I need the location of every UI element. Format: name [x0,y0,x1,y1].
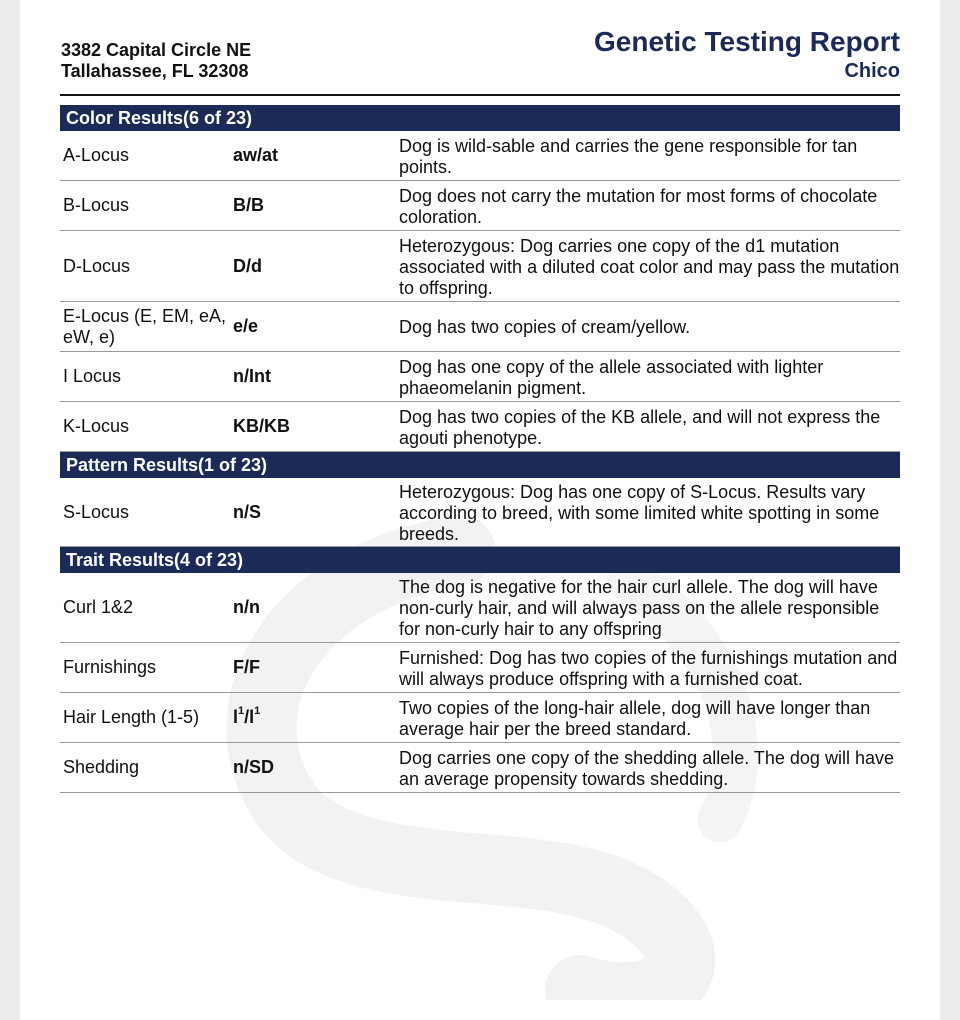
table-row [60,402,900,452]
locus-name: D-Locus [63,255,131,276]
lab-address [61,40,251,82]
genotype: aw/at [233,145,279,165]
result-description: Two copies of the long-hair allele, dog will have longer than average hair per the breed standard. [399,697,871,739]
locus-name: S-Locus [63,501,130,522]
table-row [60,693,900,743]
address-line-2: Tallahassee, FL 32308 [61,61,249,81]
section-header-pattern: Pattern Results(1 of 23) [60,452,900,478]
genotype: e/e [233,316,259,336]
title-block [594,26,900,83]
table-row [60,478,900,547]
locus-name: Shedding [63,757,140,777]
result-description: Dog has one copy of the allele associated with lighter phaeomelanin pigment. [399,356,824,398]
genotype: F/F [233,657,260,677]
locus-name: K-Locus [63,416,130,436]
table-row [60,743,900,793]
dog-name: Chico [844,60,900,82]
genotype: n/SD [233,757,275,777]
results-content [60,105,900,793]
allele-separator: / [244,707,250,727]
result-description: Dog has two copies of the KB allele, and will not express the agouti phenotype. [399,406,881,448]
report-page [20,0,940,1020]
locus-name: A-Locus [63,145,130,165]
result-description: Dog has two copies of cream/yellow. [399,317,691,337]
section-header-trait: Trait Results(4 of 23) [60,547,900,573]
result-description: Dog carries one copy of the shedding allele. The dog will have an average propensity towards shedding. [399,747,894,789]
locus-name: Curl 1&2 [63,597,134,617]
locus-name: I Locus [63,366,122,386]
address-line-1: 3382 Capital Circle NE [61,40,252,60]
result-description: Dog does not carry the mutation for most forms of chocolate coloration. [399,185,878,227]
locus-name: E-Locus (E, EM, eA, eW, e) [63,305,227,347]
result-description: Dog is wild-sable and carries the gene responsible for tan points. [399,135,858,177]
genotype: B/B [233,195,264,215]
report-title: Genetic Testing Report [594,26,900,57]
table-row [60,573,900,643]
genotype: KB/KB [233,416,290,436]
locus-name: Furnishings [63,657,157,677]
genotype: n/S [233,501,262,522]
result-description: Heterozygous: Dog has one copy of S-Locus. Results vary according to breed, with some limited white spotting in some breeds. [399,481,880,544]
table-row [60,352,900,402]
genotype: D/d [233,255,262,276]
genotype: n/n [233,597,260,617]
table-row [60,231,900,302]
genotype: n/Int [233,366,271,386]
table-row [60,643,900,693]
allele-2-base: l [249,707,255,727]
result-description: Furnished: Dog has two copies of the furnishings mutation and will always produce offspring with a furnished coat. [399,647,898,689]
allele-1-superscript: 1 [238,705,245,717]
locus-name: B-Locus [63,195,130,215]
locus-name: Hair Length (1-5) [63,707,200,727]
allele-1-base: l [233,707,239,727]
genotype [233,707,399,728]
table-row [60,302,900,352]
result-description: The dog is negative for the hair curl allele. The dog will have non-curly hair, and will always pass on the allele responsible for non-curly hair to any offspring [399,577,880,639]
table-row [60,181,900,231]
table-row [60,131,900,181]
report-header [60,26,900,96]
result-description: Heterozygous: Dog carries one copy of the d1 mutation associated with a diluted coat color and may pass the mutation to offspring. [399,235,900,298]
allele-2-superscript: 1 [254,705,261,717]
section-header-color: Color Results(6 of 23) [60,105,900,131]
